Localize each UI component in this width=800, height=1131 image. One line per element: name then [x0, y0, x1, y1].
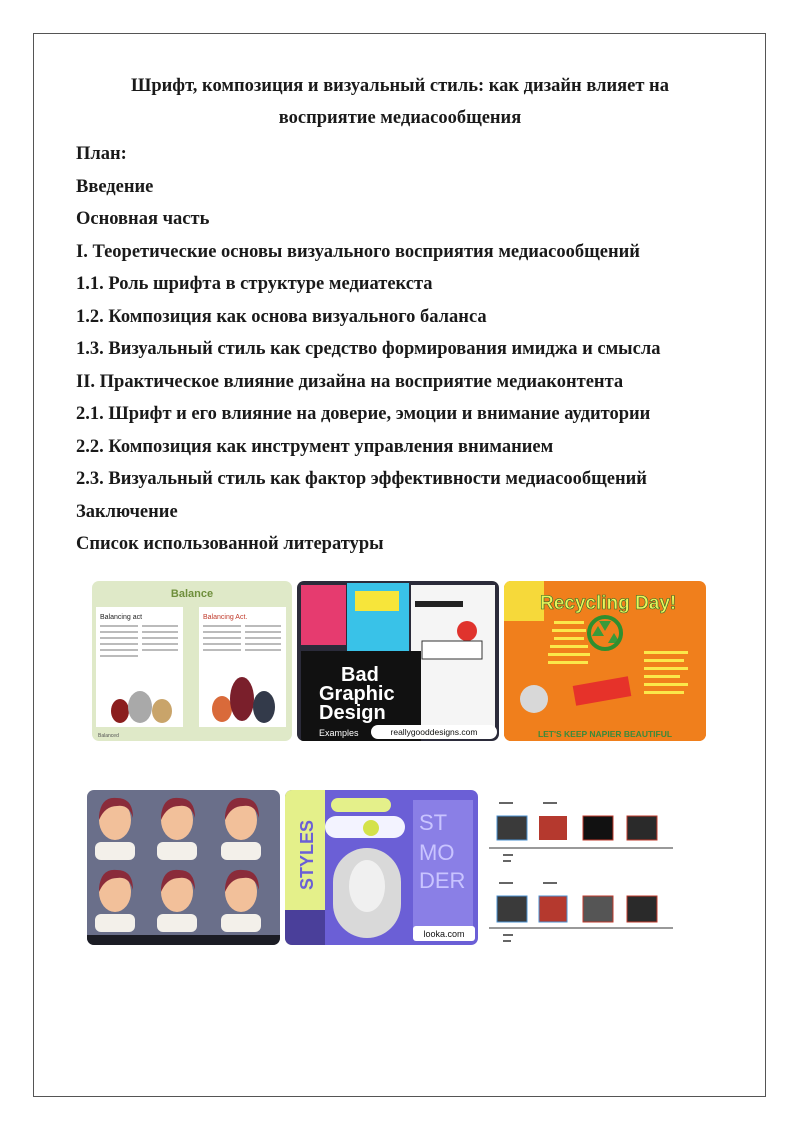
toc-item-conclusion: Заключение: [76, 501, 178, 522]
title-line-1: Шрифт, композиция и визуальный стиль: как дизайн влияет на: [131, 76, 669, 96]
svg-text:MO: MO: [419, 840, 455, 865]
document-title: [40, 70, 760, 134]
toc-item-introduction: Введение: [76, 176, 154, 197]
recycling-footer: LET'S KEEP NAPIER BEAUTIFUL: [537, 729, 673, 739]
timeline-diagram-image: [483, 790, 683, 955]
bad-design-line-2: Graphic: [319, 683, 395, 705]
bad-design-image: [297, 581, 499, 741]
toc-item-1-3: 1.3. Визуальный стиль как средство формирования имиджа и смысла: [76, 339, 661, 359]
bad-design-caption: Examples: [319, 728, 359, 738]
faces-illustration-image: [87, 790, 280, 945]
balance-image: [92, 581, 292, 741]
toc-item-2-1: 2.1. Шрифт и его влияние на доверие, эмоции и внимание аудитории: [76, 404, 651, 424]
table-of-contents: [76, 138, 766, 561]
toc-item-chapter-1: I. Теоретические основы визуального восприятия медиасообщений: [76, 241, 640, 262]
toc-item-1-2: 1.2. Композиция как основа визуального баланса: [76, 306, 487, 327]
bad-design-line-3: Design: [319, 702, 386, 724]
svg-text:ST: ST: [419, 810, 448, 835]
toc-item-2-2: 2.2. Композиция как инструмент управления вниманием: [76, 436, 554, 457]
title-line-2: восприятие медиасообщения: [278, 108, 522, 128]
svg-text:DER: DER: [419, 868, 466, 893]
balance-right-title: Balancing Act.: [203, 614, 248, 621]
bad-design-site: reallygooddesigns.com: [390, 727, 478, 737]
toc-item-plan: План:: [76, 144, 127, 164]
recycling-day-image: [504, 581, 706, 741]
balance-heading: Balance: [170, 588, 214, 600]
toc-item-chapter-2: II. Практическое влияние дизайна на восприятие медиаконтента: [76, 371, 624, 392]
modernism-site: looka.com: [423, 929, 465, 939]
balance-left-title: Balancing act: [100, 614, 143, 621]
toc-item-references: Список использованной литературы: [76, 534, 384, 554]
modernism-styles-image: [285, 790, 478, 945]
modernism-styles-text: STYLES: [297, 819, 317, 890]
toc-item-2-3: 2.3. Визуальный стиль как фактор эффективности медиасообщений: [76, 469, 647, 489]
bad-design-line-1: Bad: [341, 664, 379, 686]
toc-item-main-part: Основная часть: [76, 209, 210, 229]
recycling-headline: Recycling Day!: [540, 593, 677, 614]
svg-text:Balanced: Balanced: [98, 733, 119, 739]
toc-item-1-1: 1.1. Роль шрифта в структуре медиатекста: [76, 274, 433, 294]
